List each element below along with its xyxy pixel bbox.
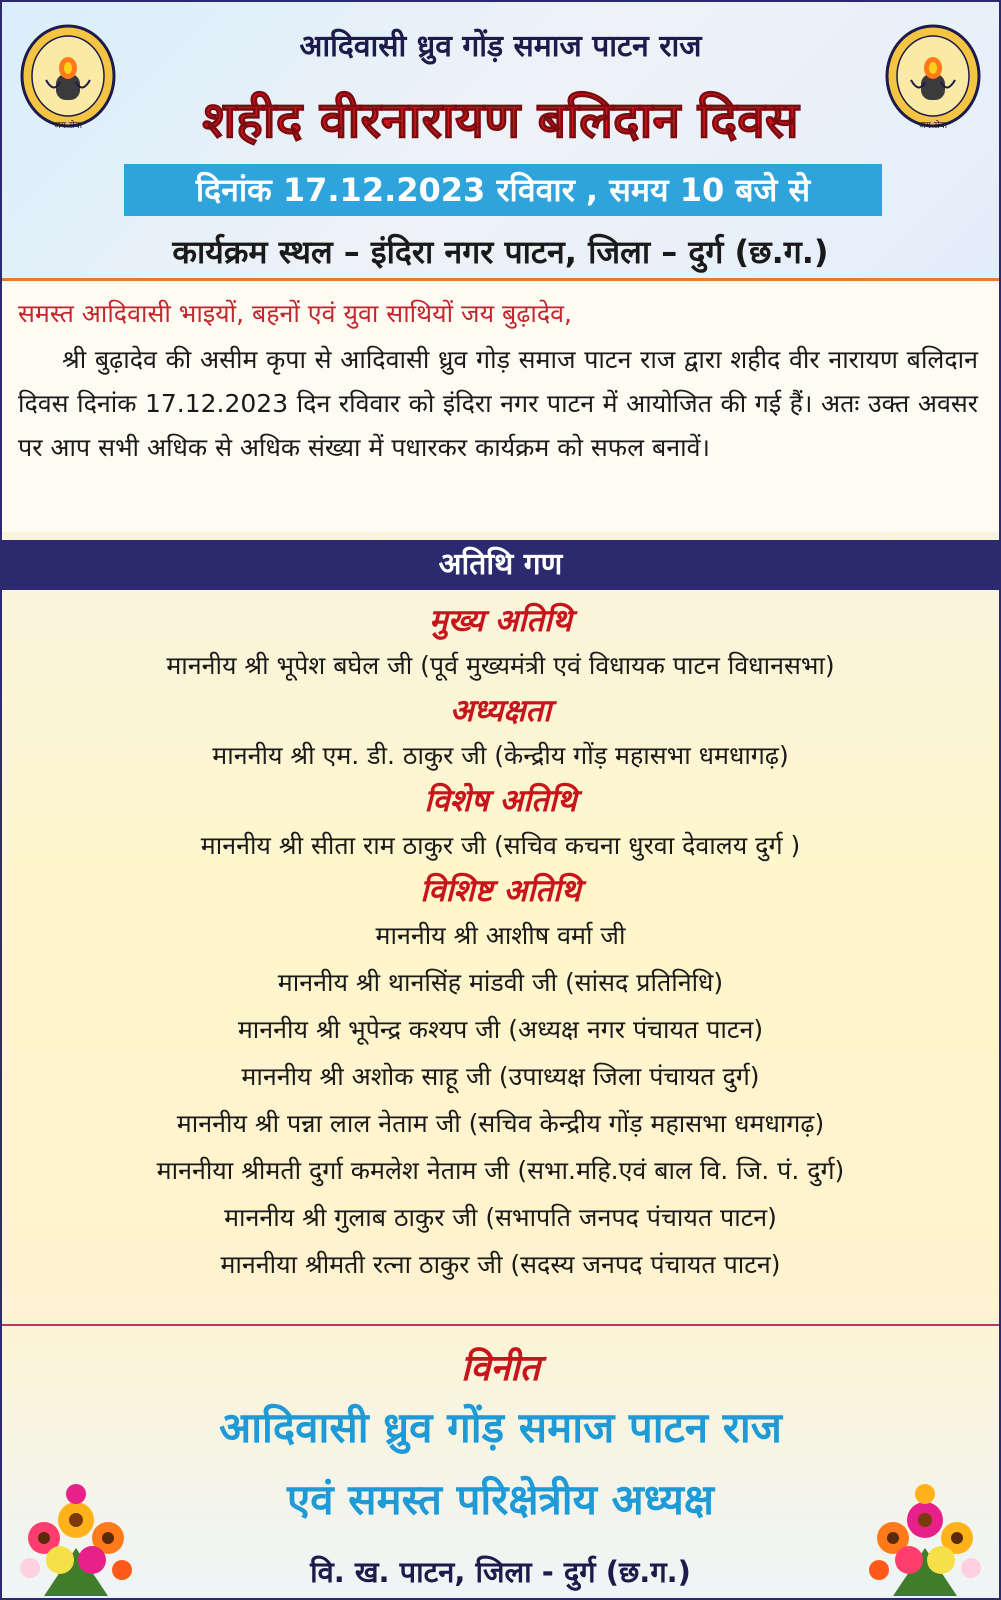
header-divider (2, 278, 999, 281)
emblem-caption: जय सेवा (918, 121, 948, 131)
footer-divider (2, 1324, 999, 1326)
event-title: शहीद वीरनारायण बलिदान दिवस (202, 91, 799, 149)
list-item: माननीय श्री थानसिंह मांडवी जी (सांसद प्रतिनिधि) (277, 968, 724, 997)
flower-bouquet-icon (863, 1478, 987, 1596)
tribal-emblem-icon (885, 24, 981, 134)
flower-bouquet-icon (14, 1478, 138, 1596)
special-guest: माननीय श्री सीता राम ठाकुर जी (सचिव कचना धुरवा देवालय दुर्ग ) (200, 831, 801, 860)
header (2, 2, 999, 278)
guests-bar (2, 540, 999, 590)
vineet-heading: विनीत (460, 1348, 541, 1389)
list-item: माननीय श्री गुलाब ठाकुर जी (सभापति जनपद पंचायत पाटन) (224, 1203, 777, 1232)
chief-guest-heading: मुख्य अतिथि (429, 603, 572, 639)
list-item: माननीया श्रीमती दुर्गा कमलेश नेताम जी (सभा.महि.एवं बाल वि. जि. पं. दुर्ग) (156, 1156, 845, 1185)
presidency-heading: अध्यक्षता (449, 693, 552, 729)
venue: कार्यक्रम स्थल – इंदिरा नगर पाटन, जिला – दुर्ग (छ.ग.) (172, 233, 829, 271)
footer-org: आदिवासी ध्रुव गोंड़ समाज पाटन राज (219, 1403, 782, 1452)
org-title: आदिवासी ध्रुव गोंड़ समाज पाटन राज (299, 29, 702, 64)
list-item: माननीय श्री पन्ना लाल नेताम जी (सचिव केन्द्रीय गोंड़ महासभा धमधागढ़) (176, 1109, 825, 1138)
special-guest-heading: विशेष अतिथि (424, 783, 577, 819)
footer-sub: एवं समस्त परिक्षेत्रीय अध्यक्ष (286, 1475, 715, 1524)
salutation: समस्त आदिवासी भाइयों, बहनों एवं युवा साथियों जय बुढ़ादेव, (18, 299, 572, 328)
emblem-caption: जय सेवा (53, 121, 83, 131)
chief-guest: माननीय श्री भूपेश बघेल जी (पूर्व मुख्यमंत्री एवं विधायक पाटन विधानसभा) (166, 651, 835, 680)
distinguished-guest-heading: विशिष्ट अतिथि (420, 873, 581, 909)
guests-section (2, 600, 999, 1288)
footer (2, 1328, 999, 1598)
list-item: माननीय श्री अशोक साहू जी (उपाध्यक्ष जिला पंचायत दुर्ग) (241, 1062, 760, 1091)
list-item: माननीय श्री भूपेन्द्र कश्यप जी (अध्यक्ष नगर पंचायत पाटन) (237, 1015, 764, 1044)
invitation-body: श्री बुढ़ादेव की असीम कृपा से आदिवासी ध्रुव गोड़ समाज पाटन राज द्वारा शहीद वीर नारायण बलिदान दिवस दिनांक 17.12.2023 दिन रविवार को इंदिरा नगर पाटन में आयोजित की गई हैं। अतः उक्त अवसर पर आप सभी अधिक से अधिक संख्या में पधारकर कार्यक्रम को सफल बनावें। (18, 345, 978, 462)
date-bar: दिनांक 17.12.2023 रविवार , समय 10 बजे से (124, 164, 882, 216)
list-item: माननीय श्री आशीष वर्मा जी (375, 921, 626, 950)
presidency: माननीय श्री एम. डी. ठाकुर जी (केन्द्रीय गोंड़ महासभा धमधागढ़) (212, 741, 789, 770)
footer-address: वि. ख. पाटन, जिला - दुर्ग (छ.ग.) (310, 1555, 691, 1589)
list-item: माननीया श्रीमती रत्ना ठाकुर जी (सदस्य जनपद पंचायत पाटन) (220, 1250, 781, 1279)
greeting-section (2, 282, 999, 532)
guests-bar-label: अतिथि गण (438, 547, 563, 582)
distinguished-guest-list (2, 912, 999, 1288)
